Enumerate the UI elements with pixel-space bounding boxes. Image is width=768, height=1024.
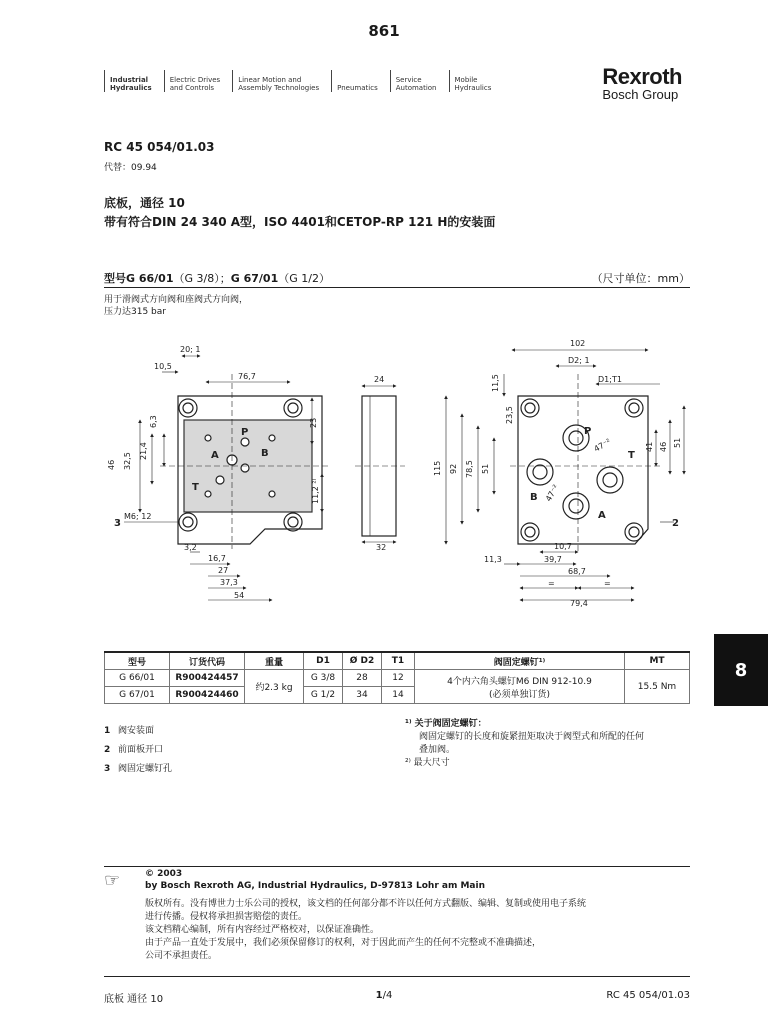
type-prefix: 型号: [104, 272, 126, 285]
division-nav: [104, 70, 503, 92]
usage-line-2: 压力达315 bar: [104, 307, 166, 317]
nav-label: Industrial: [110, 76, 149, 84]
dim-47-lower: 47⁻²: [543, 483, 561, 503]
dim-23-5: 23,5: [505, 406, 514, 424]
usage-text: [104, 294, 248, 318]
dim-11-3: 11,3: [484, 555, 502, 564]
dim-47-upper: 47⁻²: [592, 437, 613, 454]
port-b-right: B: [530, 492, 538, 503]
footer-page-current: 1: [375, 990, 383, 1001]
nav-label: Hydraulics: [110, 84, 152, 92]
nav-service-automation[interactable]: [390, 70, 437, 92]
port-a-left: A: [211, 450, 219, 461]
dim-32-5: 32,5: [123, 452, 132, 470]
dim-6-3: 6,3: [149, 415, 158, 428]
cell-torque: 15.5 Nm: [625, 670, 690, 704]
copyright-owner: by Bosch Rexroth AG, Industrial Hydraulics, D-97813 Lohr am Main: [145, 881, 486, 891]
dim-3-2: 3,2: [184, 543, 197, 552]
nav-label: Electric Drives: [169, 76, 221, 84]
dim-eq-1: =: [548, 579, 555, 588]
nav-pneumatics[interactable]: [331, 70, 378, 92]
dim-10-5: 10,5: [154, 362, 172, 371]
cell-weight: 约2.3 kg: [245, 670, 304, 704]
legend-num: 1: [104, 726, 111, 736]
page-number: 861: [368, 22, 400, 40]
nav-electric-drives[interactable]: [164, 70, 220, 92]
legend-item: [104, 741, 172, 760]
cell-code: R900424457: [170, 670, 245, 687]
col-order-code: 订货代码: [170, 652, 245, 670]
type-line: [104, 270, 330, 286]
footer-doc-number: RC 45 054/01.03: [606, 990, 690, 1001]
note-1-heading: ¹⁾ 关于阀固定螺钉：: [405, 719, 487, 729]
dim-51-left: 51: [481, 463, 490, 474]
legend-item: [104, 722, 172, 741]
nav-linear-motion[interactable]: [232, 70, 319, 92]
cell-type: G 66/01: [105, 670, 170, 687]
nav-label: and Controls: [169, 84, 215, 92]
title-line-1: 底板，通径 10: [104, 196, 185, 210]
pointing-hand-icon: ☞: [104, 870, 121, 891]
dim-21-4: 21,4: [139, 442, 148, 460]
rights-line: 进行传播。侵权将承担损害赔偿的责任。: [145, 912, 308, 922]
col-screws: 阀固定螺钉¹⁾: [415, 652, 625, 670]
rexroth-logo: [602, 66, 682, 102]
col-type: 型号: [105, 652, 170, 670]
cell-t1: 12: [382, 670, 415, 687]
port-t-right: T: [628, 450, 635, 461]
cell-code: R900424460: [170, 687, 245, 704]
port-p-left: P: [241, 427, 249, 438]
legend-item: [104, 760, 172, 779]
logo-brand: Rexroth: [602, 64, 682, 89]
callout-2: 2: [672, 518, 679, 529]
legend: [104, 722, 172, 779]
legend-num: 2: [104, 745, 111, 755]
subplate-drawing: [100, 334, 700, 609]
screws-line-1: 4个内六角头螺钉M6 DIN 912-10.9: [447, 676, 592, 687]
dim-11-5: 11,5: [491, 374, 500, 392]
legend-text: 阀固定螺钉孔: [118, 764, 173, 774]
nav-label: Mobile: [454, 76, 478, 84]
rights-text: [145, 898, 690, 963]
cell-d1: G 3/8: [304, 670, 343, 687]
spec-table: [104, 651, 690, 704]
legend-num: 3: [104, 764, 111, 774]
usage-line-1: 用于滑阀式方向阀和座阀式方向阀，: [104, 295, 249, 305]
cell-d1: G 1/2: [304, 687, 343, 704]
nav-industrial-hydraulics[interactable]: [104, 70, 152, 92]
cell-d2: 28: [343, 670, 382, 687]
dim-92: 92: [449, 463, 458, 474]
screws-line-2: (必须单独订货): [488, 689, 551, 700]
dim-68-7: 68,7: [568, 567, 586, 576]
thread-m6: M6; 12: [124, 512, 152, 521]
dim-eq-2: =: [604, 579, 611, 588]
nav-label: Hydraulics: [454, 84, 492, 92]
dim-37-3: 37,3: [220, 578, 238, 587]
dim-41: 41: [645, 441, 654, 452]
nav-label: Service: [395, 76, 422, 84]
rights-line: 由于产品一直处于发展中，我们必须保留修订的权利，对于因此而产生的任何不完整或不准确描述，: [145, 938, 542, 948]
dim-d1-t1: D1;T1: [598, 375, 622, 384]
dim-102: 102: [570, 339, 586, 348]
port-t-left: T: [192, 482, 199, 493]
logo-group: Bosch Group: [602, 87, 679, 102]
table-header-row: [105, 652, 690, 670]
nav-label: Linear Motion and: [238, 76, 302, 84]
note-1-body-2: 叠加阀。: [419, 745, 456, 755]
note-2: ²⁾ 最大尺寸: [405, 758, 450, 768]
dim-27: 27: [218, 566, 229, 575]
dim-115: 115: [433, 460, 442, 476]
nav-label: Pneumatics: [337, 84, 378, 92]
doc-number: RC 45 054/01.03: [104, 140, 215, 154]
dim-78-5: 78,5: [465, 460, 474, 478]
dim-79-4: 79,4: [570, 599, 588, 608]
port-p-right: P: [584, 426, 592, 437]
port-a-right: A: [598, 510, 606, 521]
col-weight: 重量: [245, 652, 304, 670]
title-line-2: 带有符合DIN 24 340 A型，ISO 4401和CETOP-RP 121 H的安装面: [104, 215, 496, 229]
copyright: [145, 868, 485, 892]
divider: [104, 866, 690, 867]
nav-label: Assembly Technologies: [238, 84, 320, 92]
note-1-body-1: 阀固定螺钉的长度和旋紧扭矩取决于阀型式和所配的任何: [419, 732, 645, 742]
dim-24: 24: [374, 375, 385, 384]
type-1: G 66/01: [126, 272, 174, 285]
col-torque: MT: [625, 652, 690, 670]
table-row: [105, 670, 690, 687]
footer-title: 底板 通径 10: [104, 994, 164, 1005]
nav-label: Automation: [395, 84, 437, 92]
col-t1: T1: [382, 652, 415, 670]
col-d2: Ø D2: [343, 652, 382, 670]
dim-54: 54: [234, 591, 245, 600]
cell-screws: [415, 670, 625, 704]
dim-20: 20; 1: [180, 345, 201, 354]
dim-46: 46: [107, 459, 116, 470]
dim-11-2: 11,2 ²⁾: [311, 478, 320, 504]
rights-line: 公司不承担责任。: [145, 951, 218, 961]
footnotes: [405, 718, 695, 770]
type-2-thread: （G 1/2）: [278, 272, 330, 285]
port-b-left: B: [261, 448, 269, 459]
divider: [104, 976, 690, 977]
units-note: （尺寸单位：mm）: [591, 272, 690, 285]
type-2: G 67/01: [230, 272, 279, 285]
copyright-year: © 2003: [145, 869, 183, 879]
dim-32: 32: [376, 543, 387, 552]
cell-t1: 14: [382, 687, 415, 704]
dim-23: 23: [309, 417, 318, 428]
legend-text: 阀安装面: [118, 726, 155, 736]
legend-text: 前面板开口: [118, 745, 164, 755]
dim-46-right: 46: [659, 441, 668, 452]
dim-51-right: 51: [673, 437, 682, 448]
col-d1: D1: [304, 652, 343, 670]
footer-page-total: /4: [382, 990, 393, 1001]
dim-39-7: 39,7: [544, 555, 562, 564]
dim-76-7: 76,7: [238, 372, 256, 381]
cell-type: G 67/01: [105, 687, 170, 704]
dim-d2: D2; 1: [568, 356, 590, 365]
cell-d2: 34: [343, 687, 382, 704]
nav-mobile-hydraulics[interactable]: [449, 70, 492, 92]
replaces-date: 代替：09.94: [104, 163, 157, 173]
type-1-thread: （G 3/8）；: [173, 272, 231, 285]
section-tab[interactable]: 8: [714, 634, 768, 706]
rights-line: 版权所有。没有博世力士乐公司的授权，该文档的任何部分都不许以任何方式翻版、编辑、复制或使用电子系统: [145, 899, 587, 909]
rights-line: 该文档精心编制，所有内容经过严格校对，以保证准确性。: [145, 925, 380, 935]
callout-3: 3: [114, 518, 121, 529]
dim-16-7: 16,7: [208, 554, 226, 563]
divider: [104, 287, 690, 288]
dim-10-7: 10,7: [554, 542, 572, 551]
